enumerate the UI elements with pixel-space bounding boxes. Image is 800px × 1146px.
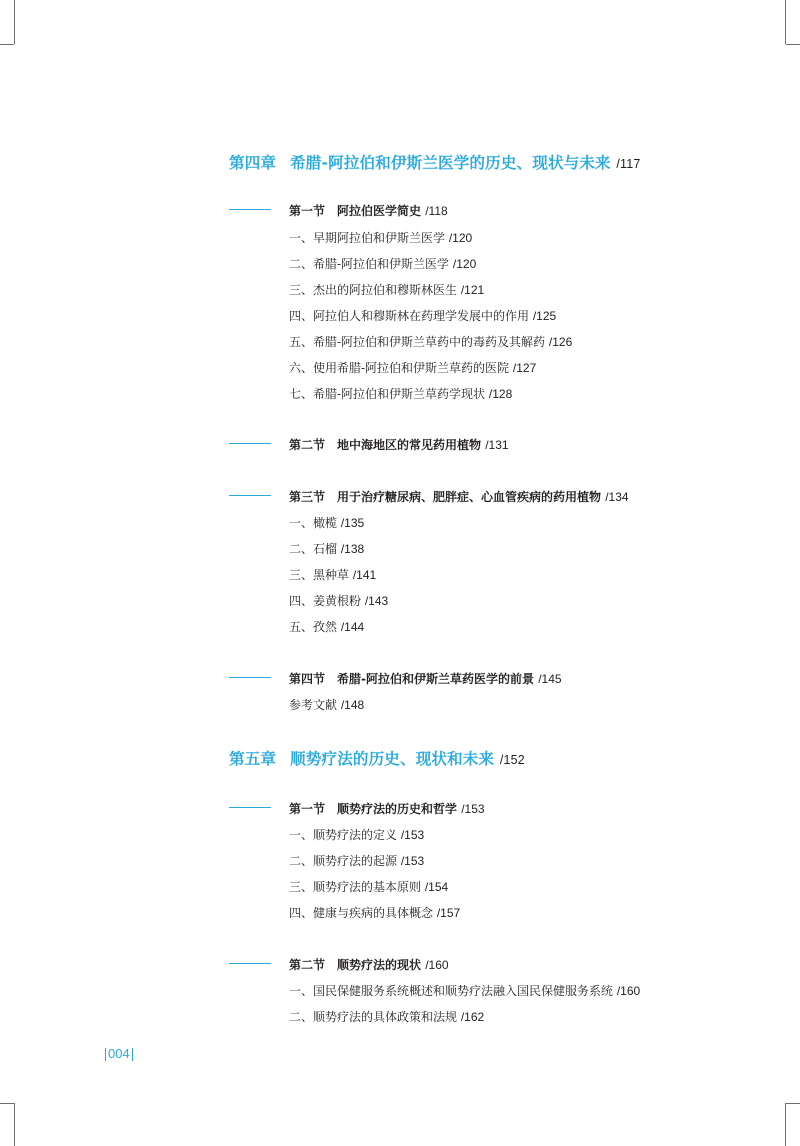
page-number: /141: [352, 568, 377, 582]
crop-mark: [14, 1103, 15, 1146]
item-text: 四、健康与疾病的具体概念: [289, 906, 434, 920]
section-heading[interactable]: [289, 670, 562, 687]
item-text: 四、阿拉伯人和穆斯林在药理学发展中的作用: [289, 309, 530, 323]
page-number: /160: [616, 984, 641, 998]
toc-item[interactable]: [289, 307, 556, 324]
item-text: 二、顺势疗法的具体政策和法规: [289, 1010, 458, 1024]
page-number: /153: [461, 802, 485, 816]
item-text: 二、希腊-阿拉伯和伊斯兰医学: [289, 257, 450, 271]
section-heading[interactable]: [289, 488, 629, 505]
item-text: 七、希腊-阿拉伯和伊斯兰草药学现状: [289, 387, 486, 401]
section-heading[interactable]: [289, 800, 485, 817]
page-folio: [103, 1046, 135, 1061]
page-number: /135: [340, 516, 365, 530]
toc-item[interactable]: [289, 540, 364, 557]
crop-mark: [785, 1103, 786, 1146]
crop-mark: [786, 1103, 800, 1104]
crop-mark: [786, 44, 800, 45]
folio-bar: [132, 1048, 133, 1061]
toc-item[interactable]: [289, 904, 460, 921]
toc-item[interactable]: [289, 255, 476, 272]
page-number: /143: [364, 594, 389, 608]
item-text: 二、顺势疗法的起源: [289, 854, 398, 868]
chapter-label: 第四章: [229, 154, 277, 172]
page-number: /138: [340, 542, 365, 556]
toc-item[interactable]: [289, 1008, 484, 1025]
toc-item[interactable]: [289, 826, 424, 843]
chapter-heading[interactable]: [229, 151, 641, 173]
item-text: 五、希腊-阿拉伯和伊斯兰草药中的毒药及其解药: [289, 335, 546, 349]
page-number: /160: [425, 958, 449, 972]
section-label: 第三节: [289, 490, 326, 504]
toc-item[interactable]: [289, 514, 364, 531]
toc-item[interactable]: [289, 333, 572, 350]
section-rule: [229, 963, 271, 964]
section-heading[interactable]: [289, 436, 509, 453]
item-text: 一、国民保健服务系统概述和顺势疗法融入国民保健服务系统: [289, 984, 614, 998]
toc-item[interactable]: [289, 385, 512, 402]
toc-item-references[interactable]: [289, 696, 364, 713]
chapter-label: 第五章: [229, 750, 277, 768]
toc-item[interactable]: [289, 281, 484, 298]
item-text: 三、杰出的阿拉伯和穆斯林医生: [289, 283, 458, 297]
folio-bar: [105, 1048, 106, 1061]
folio-number: 004: [108, 1046, 130, 1061]
section-rule: [229, 677, 271, 678]
page-number: /125: [532, 309, 557, 323]
item-text: 一、早期阿拉伯和伊斯兰医学: [289, 231, 446, 245]
page-number: /148: [340, 698, 365, 712]
section-title: 顺势疗法的历史和哲学: [337, 802, 458, 816]
crop-mark: [0, 1103, 14, 1104]
crop-mark: [0, 44, 14, 45]
section-label: 第四节: [289, 672, 326, 686]
page-number: /121: [460, 283, 485, 297]
page-number: /154: [424, 880, 449, 894]
toc-item[interactable]: [289, 359, 536, 376]
section-rule: [229, 807, 271, 808]
page-number: /128: [488, 387, 513, 401]
item-text: 二、石榴: [289, 542, 338, 556]
toc-item[interactable]: [289, 566, 376, 583]
page-number: /120: [448, 231, 473, 245]
item-text: 参考文献: [289, 698, 338, 712]
page-number: /144: [340, 620, 365, 634]
chapter-heading[interactable]: [229, 747, 525, 769]
page-number: /117: [616, 157, 641, 171]
section-label: 第二节: [289, 958, 326, 972]
section-rule: [229, 443, 271, 444]
section-label: 第一节: [289, 802, 326, 816]
item-text: 一、顺势疗法的定义: [289, 828, 398, 842]
crop-mark: [785, 0, 786, 44]
section-rule: [229, 495, 271, 496]
section-rule: [229, 209, 271, 210]
chapter-title: 顺势疗法的历史、现状和未来: [290, 750, 495, 768]
toc-item[interactable]: [289, 982, 640, 999]
page-number: /162: [460, 1010, 485, 1024]
page-number: /153: [400, 854, 425, 868]
page-number: /120: [452, 257, 477, 271]
crop-mark: [14, 0, 15, 44]
section-heading[interactable]: [289, 202, 448, 219]
item-text: 四、姜黄根粉: [289, 594, 362, 608]
section-title: 地中海地区的常见药用植物: [337, 438, 482, 452]
section-label: 第二节: [289, 438, 326, 452]
toc-item[interactable]: [289, 229, 472, 246]
page-number: /153: [400, 828, 425, 842]
item-text: 三、顺势疗法的基本原则: [289, 880, 422, 894]
page-number: /134: [605, 490, 629, 504]
page-number: /152: [499, 753, 525, 767]
page-number: /145: [538, 672, 562, 686]
page-number: /127: [512, 361, 537, 375]
page-number: /131: [485, 438, 509, 452]
section-label: 第一节: [289, 204, 326, 218]
section-title: 用于治疗糖尿病、肥胖症、心血管疾病的药用植物: [337, 490, 602, 504]
page-number: /118: [425, 204, 448, 218]
section-heading[interactable]: [289, 956, 449, 973]
chapter-title: 希腊-阿拉伯和伊斯兰医学的历史、现状与未来: [290, 154, 611, 172]
toc-item[interactable]: [289, 878, 448, 895]
item-text: 三、黑种草: [289, 568, 350, 582]
section-title: 希腊-阿拉伯和伊斯兰草药医学的前景: [337, 672, 534, 686]
toc-item[interactable]: [289, 618, 364, 635]
section-title: 阿拉伯医学简史: [337, 204, 422, 218]
item-text: 五、孜然: [289, 620, 338, 634]
page-number: /157: [436, 906, 461, 920]
item-text: 六、使用希腊-阿拉伯和伊斯兰草药的医院: [289, 361, 510, 375]
section-title: 顺势疗法的现状: [337, 958, 422, 972]
toc-item[interactable]: [289, 852, 424, 869]
item-text: 一、橄榄: [289, 516, 338, 530]
toc-item[interactable]: [289, 592, 388, 609]
page-number: /126: [548, 335, 573, 349]
